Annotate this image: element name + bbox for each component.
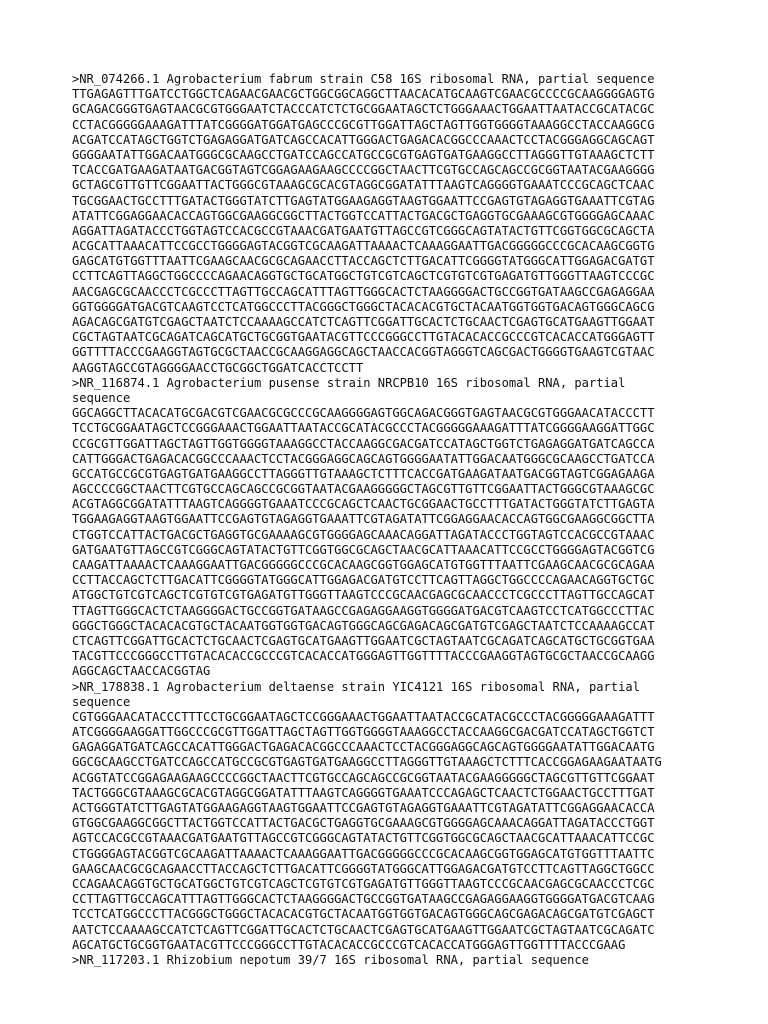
sequence-line: GTGGCGAAGGCGGCTTACTGGTCCATTACTGACGCTGAGGTGCGAAAGCGTGGGGAGCAAACAGGATTAGATACCCTGGT bbox=[72, 816, 655, 831]
sequence-line: GAGCATGTGGTTTAATTCGAAGCAACGCGCAGAACCTTACCAGCTCTTGACATTCGGGGTATGGGCATTGGAGACGATGT bbox=[72, 254, 655, 269]
sequence-line: CCTTAGTTGCCAGCATTTAGTTGGGCACTCTAAGGGGACTGCCGGTGATAAGCCGAGAGGAAGGTGGGGATGACGTCAAG bbox=[72, 892, 655, 907]
sequence-line: CATTGGGACTGAGACACGGCCCAAACTCCTACGGGAGGCAGCAGTGGGGAATATTGGACAATGGGCGCAAGCCTGATCCA bbox=[72, 451, 655, 466]
sequence-line: GGCGCAAGCCTGATCCAGCCATGCCGCGTGAGTGATGAAGGCCTTAGGGTTGTAAAGCTCTTTCACCGGAGAAGAATAATG bbox=[72, 755, 662, 770]
sequence-line: AAGGTAGCCGTAGGGGAACCTGCGGCTGGATCACCTCCTT bbox=[72, 360, 364, 375]
sequence-line: GGGCTGGGCTACACACGTGCTACAATGGTGGTGACAGTGGGCAGCGAGACAGCGATGTCGAGCTAATCTCCAAAAGCCAT bbox=[72, 618, 655, 633]
sequence-line: CCTACGGGGGAAAGATTTATCGGGGATGGATGAGCCCGCGTTGGATTAGCTAGTTGGTGGGGTAAAGGCCTACCAAGGCG bbox=[72, 117, 655, 132]
sequence-line: AACGAGCGCAACCCTCGCCCTTAGTTGCCAGCATTTAGTTGGGCACTCTAAGGGGACTGCCGGTGATAAGCCGAGAGGAA bbox=[72, 284, 655, 299]
sequence-line: TCCTCATGGCCCTTACGGGCTGGGCTACACACGTGCTACAATGGTGGTGACAGTGGGCAGCGAGACAGCGATGTCGAGCT bbox=[72, 907, 655, 922]
sequence-line: CTGGGGAGTACGGTCGCAAGATTAAAACTCAAAGGAATTGACGGGGGCCCGCACAAGCGGTGGAGCATGTGGTTTAATTC bbox=[72, 846, 655, 861]
sequence-line: ACGCATTAAACATTCCGCCTGGGGAGTACGGTCGCAAGATTAAAACTCAAAGGAATTGACGGGGGCCCGCACAAGCGGTG bbox=[72, 239, 655, 254]
sequence-line: GAAGCAACGCGCAGAACCTTACCAGCTCTTGACATTCGGGGTATGGGCATTGGAGACGATGTCCTTCAGTTAGGCTGGCC bbox=[72, 861, 655, 876]
fasta-document bbox=[72, 72, 697, 968]
sequence-line: CGCTAGTAATCGCAGATCAGCATGCTGCGGTGAATACGTTCCCGGGCCTTGTACACACCGCCCGTCACACCATGGGAGTT bbox=[72, 330, 655, 345]
sequence-line: CCTTCAGTTAGGCTGGCCCCAGAACAGGTGCTGCATGGCTGTCGTCAGCTCGTGTCGTGAGATGTTGGGTTAAGTCCCGC bbox=[72, 269, 655, 284]
sequence-line: GATGAATGTTAGCCGTCGGGCAGTATACTGTTCGGTGGCGCAGCTAACGCATTAAACATTCCGCCTGGGGAGTACGGTCG bbox=[72, 542, 655, 557]
sequence-line: ACTGGGTATCTTGAGTATGGAAGAGGTAAGTGGAATTCCGAGTGTAGAGGTGAAATTCGTAGATATTCGGAGGAACACCA bbox=[72, 801, 655, 815]
sequence-line: AATCTCCAAAAGCCATCTCAGTTCGGATTGCACTCTGCAACTCGAGTGCATGAAGTTGGAATCGCTAGTAATCGCAGATC bbox=[72, 922, 655, 937]
sequence-line: ATCGGGGAAGGATTGGCCCGCGTTGGATTAGCTAGTTGGTGGGGTAAAGGCCTACCAAGGCGACGATCCATAGCTGGTCT bbox=[72, 725, 655, 740]
sequence-line: TCCTGCGGAATAGCTCCGGGAAACTGGAATTAATACCGCATACGCCCTACGGGGGAAAGATTTATCGGGGAAGGATTGGC bbox=[72, 421, 655, 436]
sequence-line: AGGATTAGATACCCTGGTAGTCCACGCCGTAAACGATGAATGTTAGCCGTCGGGCAGTATACTGTTCGGTGGCGCAGCTA bbox=[72, 223, 655, 238]
sequence-line: AGCCCCGGCTAACTTCGTGCCAGCAGCCGCGGTAATACGAAGGGGGCTAGCGTTGTTCGGAATTACTGGGCGTAAAGCGC bbox=[72, 482, 655, 497]
sequence-line: CGTGGGAACATACCCTTTCCTGCGGAATAGCTCCGGGAAACTGGAATTAATACCGCATACGCCCTACGGGGGAAAGATTT bbox=[72, 709, 655, 724]
sequence-line: GGCAGGCTTACACATGCGACGTCGAACGCGCCCGCAAGGGGAGTGGCAGACGGGTGAGTAACGCGTGGGAACATACCCTT bbox=[72, 406, 655, 421]
sequence-line: GGTTTTACCCGAAGGTAGTGCGCTAACCGCAAGGAGGCAGCTAACCACGGTAGGGTCAGCGACTGGGGTGAAGTCGTAAC bbox=[72, 345, 655, 360]
sequence-line: sequence bbox=[72, 390, 131, 405]
sequence-line: AGACAGCGATGTCGAGCTAATCTCCAAAAGCCATCTCAGTTCGGATTGCACTCTGCAACTCGAGTGCATGAAGTTGGAAT bbox=[72, 315, 655, 329]
sequence-line: TACGTTCCCGGGCCTTGTACACACCGCCCGTCACACCATGGGAGTTGGTTTTACCCGAAGGTAGTGCGCTAACCGCAAGG bbox=[72, 649, 655, 664]
sequence-line: CTGGTCCATTACTGACGCTGAGGTGCGAAAAGCGTGGGGAGCAAACAGGATTAGATACCCTGGTAGTCCACGCCGTAAAC bbox=[72, 527, 655, 542]
sequence-line: ATATTCGGAGGAACACCAGTGGCGAAGGCGGCTTACTGGTCCATTACTGACGCTGAGGTGCGAAAGCGTGGGGAGCAAAC bbox=[72, 208, 655, 223]
sequence-line: AGTCCACGCCGTAAACGATGAATGTTAGCCGTCGGGCAGTATACTGTTCGGTGGCGCAGCTAACGCATTAAACATTCCGC bbox=[72, 831, 655, 846]
sequence-line: CAAGATTAAAACTCAAAGGAATTGACGGGGGCCCGCACAAGCGGTGGAGCATGTGGTTTAATTCGAAGCAACGCGCAGAA bbox=[72, 558, 655, 572]
sequence-line: ACGTAGGCGGATATTTAAGTCAGGGGTGAAATCCCGCAGCTCAACTGCGGAACTGCCTTTGATACTGGGTATCTTGAGTA bbox=[72, 497, 655, 512]
sequence-line: GCTAGCGTTGTTCGGAATTACTGGGCGTAAAGCGCACGTAGGCGGATATTTAAGTCAGGGGTGAAATCCCGCAGCTCAAC bbox=[72, 178, 655, 193]
sequence-line: AGGCAGCTAACCACGGTAG bbox=[72, 664, 211, 679]
sequence-line: TCACCGATGAAGATAATGACGGTAGTCGGAGAAGAAGCCCCGGCTAACTTCGTGCCAGCAGCCGCGGTAATACGAAGGGG bbox=[72, 163, 655, 178]
sequence-line: ATGGCTGTCGTCAGCTCGTGTCGTGAGATGTTGGGTTAAGTCCCGCAACGAGCGCAACCCTCGCCCTTAGTTGCCAGCAT bbox=[72, 588, 655, 603]
sequence-header: >NR_178838.1 Agrobacterium deltaense strain YIC4121 16S ribosomal RNA, partial bbox=[72, 679, 640, 694]
sequence-line: sequence bbox=[72, 694, 131, 709]
sequence-line: ACGATCCATAGCTGGTCTGAGAGGATGATCAGCCACATTGGGACTGAGACACGGCCCAAACTCCTACGGGAGGCAGCAGT bbox=[72, 132, 655, 147]
sequence-header: >NR_117203.1 Rhizobium nepotum 39/7 16S ribosomal RNA, partial sequence bbox=[72, 952, 589, 967]
sequence-line: GAGAGGATGATCAGCCACATTGGGACTGAGACACGGCCCAAACTCCTACGGGAGGCAGCAGTGGGGAATATTGGACAATG bbox=[72, 740, 655, 755]
sequence-line: CCTTACCAGCTCTTGACATTCGGGGTATGGGCATTGGAGACGATGTCCTTCAGTTAGGCTGGCCCCAGAACAGGTGCTGC bbox=[72, 573, 655, 588]
sequence-line: CTCAGTTCGGATTGCACTCTGCAACTCGAGTGCATGAAGTTGGAATCGCTAGTAATCGCAGATCAGCATGCTGCGGTGAA bbox=[72, 633, 655, 648]
sequence-line: GCCATGCCGCGTGAGTGATGAAGGCCTTAGGGTTGTAAAGCTCTTTCACCGATGAAGATAATGACGGTAGTCGGAGAAGA bbox=[72, 466, 655, 481]
sequence-line: GGGGAATATTGGACAATGGGCGCAAGCCTGATCCAGCCATGCCGCGTGAGTGATGAAGGCCTTAGGGTTGTAAAGCTCTT bbox=[72, 147, 655, 162]
sequence-header: >NR_116874.1 Agrobacterium pusense strain NRCPB10 16S ribosomal RNA, partial bbox=[72, 375, 626, 390]
sequence-header: >NR_074266.1 Agrobacterium fabrum strain C58 16S ribosomal RNA, partial sequence bbox=[72, 72, 655, 86]
sequence-line: CCAGAACAGGTGCTGCATGGCTGTCGTCAGCTCGTGTCGTGAGATGTTGGGTTAAGTCCCGCAACGAGCGCAACCCTCGC bbox=[72, 876, 655, 891]
sequence-line: TTAGTTGGGCACTCTAAGGGGACTGCCGGTGATAAGCCGAGAGGAAGGTGGGGATGACGTCAAGTCCTCATGGCCCTTAC bbox=[72, 603, 655, 618]
sequence-line: CCGCGTTGGATTAGCTAGTTGGTGGGGTAAAGGCCTACCAAGGCGACGATCCATAGCTGGTCTGAGAGGATGATCAGCCA bbox=[72, 436, 655, 451]
sequence-line: ACGGTATCCGGAGAAGAAGCCCCGGCTAACTTCGTGCCAGCAGCCGCGGTAATACGAAGGGGGCTAGCGTTGTTCGGAAT bbox=[72, 770, 655, 785]
sequence-line: AGCATGCTGCGGTGAATACGTTCCCGGGCCTTGTACACACCGCCCGTCACACCATGGGAGTTGGTTTTACCCGAAG bbox=[72, 937, 626, 952]
sequence-line: GCAGACGGGTGAGTAACGCGTGGGAATCTACCCATCTCTGCGGAATAGCTCTGGGAAACTGGAATTAATACCGCATACGC bbox=[72, 102, 655, 117]
sequence-line: TACTGGGCGTAAAGCGCACGTAGGCGGATATTTAAGTCAGGGGTGAAATCCCAGAGCTCAACTCTGGAACTGCCTTTGAT bbox=[72, 785, 655, 800]
sequence-line: TTGAGAGTTTGATCCTGGCTCAGAACGAACGCTGGCGGCAGGCTTAACACATGCAAGTCGAACGCCCCGCAAGGGGAGTG bbox=[72, 87, 655, 102]
sequence-line: GGTGGGGATGACGTCAAGTCCTCATGGCCCTTACGGGCTGGGCTACACACGTGCTACAATGGTGGTGACAGTGGGCAGCG bbox=[72, 299, 655, 314]
sequence-line: TGCGGAACTGCCTTTGATACTGGGTATCTTGAGTATGGAAGAGGTAAGTGGAATTCCGAGTGTAGAGGTGAAATTCGTAG bbox=[72, 193, 655, 208]
sequence-line: TGGAAGAGGTAAGTGGAATTCCGAGTGTAGAGGTGAAATTCGTAGATATTCGGAGGAACACCAGTGGCGAAGGCGGCTTA bbox=[72, 512, 655, 527]
